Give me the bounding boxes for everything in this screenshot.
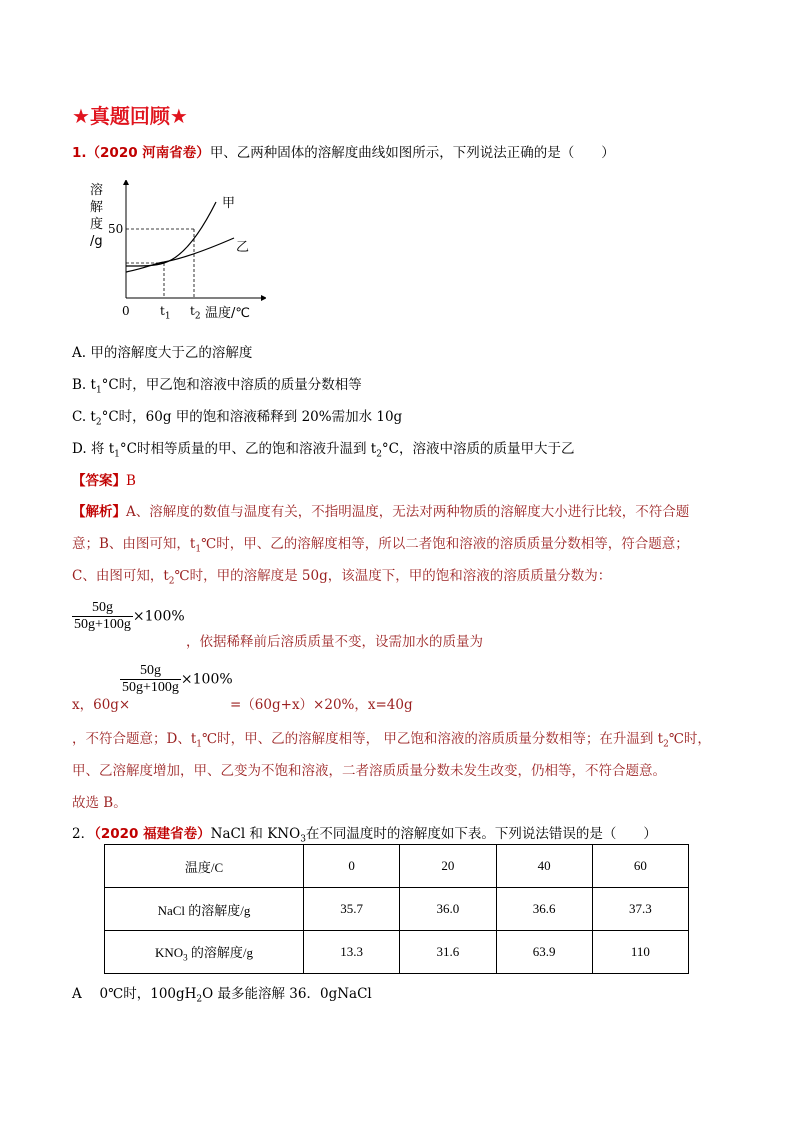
solubility-curve-figure [86,180,266,330]
question-2-number: 2． [72,826,95,842]
x-axis-label: 温度/℃ [205,306,250,321]
table-row [105,888,689,931]
q1-analysis-line-7: ，不符合题意；D、$t_1℃$时，甲、乙的溶解度相等， 甲乙饱和溶液的溶质质量分数相等；在升温到 $t_2℃$时， [72,731,711,750]
x-tick-t2: $t_2$ [190,304,201,322]
q1-analysis-line-3: C、由图可知，$t_2℃$时，甲的溶解度是 50g，该温度下，甲的饱和溶液的溶质质量分数为： [72,568,612,587]
table-cell: 36.0 [400,888,496,931]
curve-yi [126,238,234,272]
y-tick-50: 50 [108,222,124,236]
q1-analysis-line-6-right: =（60g+x）×20%，x=40g [230,697,413,713]
q2-option-a: A 0℃时，$100gH_2O$ 最多能溶解 36．0gNaCl [72,986,372,1005]
q1-analysis-line-8: 甲、乙溶解度增加，甲、乙变为不饱和溶液，二者溶质质量分数未发生改变，仍相等，不符合题意。 [72,763,666,779]
table-cell: 36.6 [496,888,592,931]
curve-yi-label: 乙 [236,240,250,255]
q1-option-a: A. 甲的溶解度大于乙的溶解度 [72,345,253,361]
table-row [105,931,689,974]
q1-analysis-line-6-left: x，60g× [72,697,131,713]
q1-analysis-line-5: ，依据稀释前后溶质质量不变，设需加水的质量为 [186,634,483,650]
table-header-cell: 60 [592,845,688,888]
q1-analysis-line-1: 【解析】A、溶解度的数值与温度有关，不指明温度，无法对两种物质的溶解度大小进行比较，不符合题 [72,504,690,520]
curve-jia [126,202,216,266]
question-2-source: （2020 福建省卷） [94,826,211,842]
x-tick-t1: $t_1$ [160,304,171,322]
question-1-number: 1. [72,145,87,161]
y-label-2: 解 [90,200,104,215]
q1-option-b: B. $t_1^\circ C$时，甲乙饱和溶液中溶质的质量分数相等 [72,377,362,396]
section-title: ★真题回顾★ [72,104,188,128]
q1-fraction-2: $\frac{50g}{50g+100g}$ ×100% [122,663,233,695]
table-row [105,845,689,888]
q1-conclusion: 故选 B。 [72,795,127,811]
table-cell: 110 [592,931,688,974]
question-1-stem [72,141,615,161]
y-label-1: 溶 [90,183,104,198]
question-2-stem: 2．（2020 福建省卷）NaCl 和 $KNO_3$在不同温度时的溶解度如下表。下列说法错误的是（ ） [72,826,657,845]
table-header-cell: 温度/C [105,845,304,888]
table-header-cell: 40 [496,845,592,888]
y-label-3: 度 [90,217,104,232]
q1-analysis-line-2: 意；B、由图可知，$t_1℃$时，甲、乙的溶解度相等，所以二者饱和溶液的溶质质量分数相等，符合题意； [72,536,689,555]
y-axis-label [90,182,103,250]
table-cell: 37.3 [592,888,688,931]
table-cell: NaCl 的溶解度/g [105,888,304,931]
table-header-cell: 20 [400,845,496,888]
table-cell: 13.3 [304,931,400,974]
curve-jia-label: 甲 [222,196,236,211]
q1-answer: 【答案】B [72,473,136,489]
table-cell: $KNO_3$ 的溶解度/g [105,931,304,974]
solubility-table [104,844,689,974]
y-label-4: /g [90,234,103,249]
table-cell: 35.7 [304,888,400,931]
table-cell: 31.6 [400,931,496,974]
x-origin-label: 0 [122,304,130,318]
table-header-cell: 0 [304,845,400,888]
q1-option-c: C. $t_2^\circ C$时，60g 甲的饱和溶液稀释到 20%需加水 10g [72,409,403,428]
question-1-source: （2020 河南省卷） [86,145,210,161]
table-cell: 63.9 [496,931,592,974]
question-1-text: 甲、乙两种固体的溶解度曲线如图所示，下列说法正确的是（ ） [209,145,615,161]
q1-fraction-1: $\frac{50g}{50g+100g}$ ×100% [74,600,185,632]
q1-option-d: D. 将 $t_1^\circ C$时相等质量的甲、乙的饱和溶液升温到 $t_2^\circ C$，溶液中溶质的质量甲大于乙 [72,441,575,460]
